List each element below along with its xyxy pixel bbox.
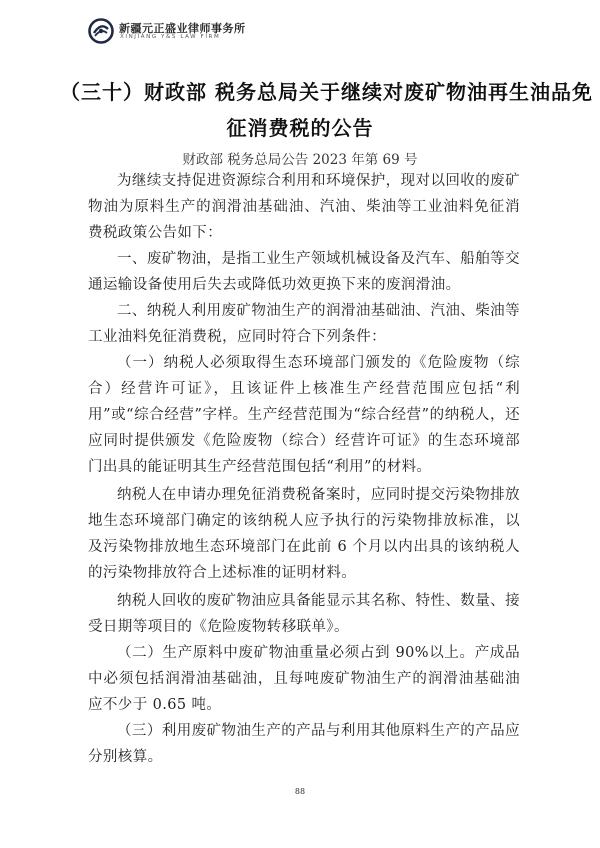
firm-logo-icon bbox=[88, 18, 114, 44]
document-subtitle: 财政部 税务总局公告 2023 年第 69 号 bbox=[182, 152, 418, 168]
firm-name-cn: 新疆元正盛业律师事务所 bbox=[119, 22, 246, 35]
document-title-line-1: （三十）财政部 税务总局关于继续对废矿物油再生油品免 bbox=[60, 80, 593, 104]
paragraph-condition-3: （三）利用废矿物油生产的产品与利用其他原料生产的产品应分别核算。 bbox=[88, 723, 520, 765]
letterhead bbox=[88, 18, 388, 48]
document-title-line-2: 征消费税的公告 bbox=[226, 116, 374, 140]
paragraph-intro: 为继续支持促进资源综合利用和环境保护，现对以回收的废矿物油为原料生产的润滑油基础油、汽油、柴油等工业油料免征消费税政策公告如下： bbox=[88, 173, 520, 241]
paragraph-condition-2: （二）生产原料中废矿物油重量必须占到 90%以上。产成品中必须包括润滑油基础油，且每吨废矿物油生产的润滑油基础油应不少于 0.65 吨。 bbox=[88, 645, 520, 713]
paragraph-transfer-form: 纳税人回收的废矿物油应具备能显示其名称、特性、数量、接受日期等项目的《危险废物转移联单》。 bbox=[88, 593, 520, 635]
firm-name-en: XINJIANG Y&S LAW FIRM bbox=[120, 34, 221, 40]
paragraph-filing-requirement: 纳税人在申请办理免征消费税备案时，应同时提交污染物排放地生态环境部门确定的该纳税人应予执行的污染物排放标准，以及污染物排放地生态环境部门在此前 6 个月以内出具的该纳税人的污染物排放符合上述标准的证明材料。 bbox=[88, 487, 520, 581]
paragraph-condition-1: （一）纳税人必须取得生态环境部门颁发的《危险废物（综合）经营许可证》，且该证件上核准生产经营范围应包括“利用”或“综合经营”字样。生产经营范围为“综合经营”的纳税人，还应同时提供颁发《危险废物（综合）经营许可证》的生态环境部门出具的能证明其生产经营范围包括“利用”的材料。 bbox=[88, 355, 520, 475]
page-number: 88 bbox=[294, 787, 306, 796]
paragraph-clause-2: 二、纳税人利用废矿物油生产的润滑油基础油、汽油、柴油等工业油料免征消费税，应同时符合下列条件： bbox=[88, 303, 520, 345]
paragraph-clause-1: 一、废矿物油，是指工业生产领域机械设备及汽车、船舶等交通运输设备使用后失去或降低功效更换下来的废润滑油。 bbox=[88, 251, 520, 293]
